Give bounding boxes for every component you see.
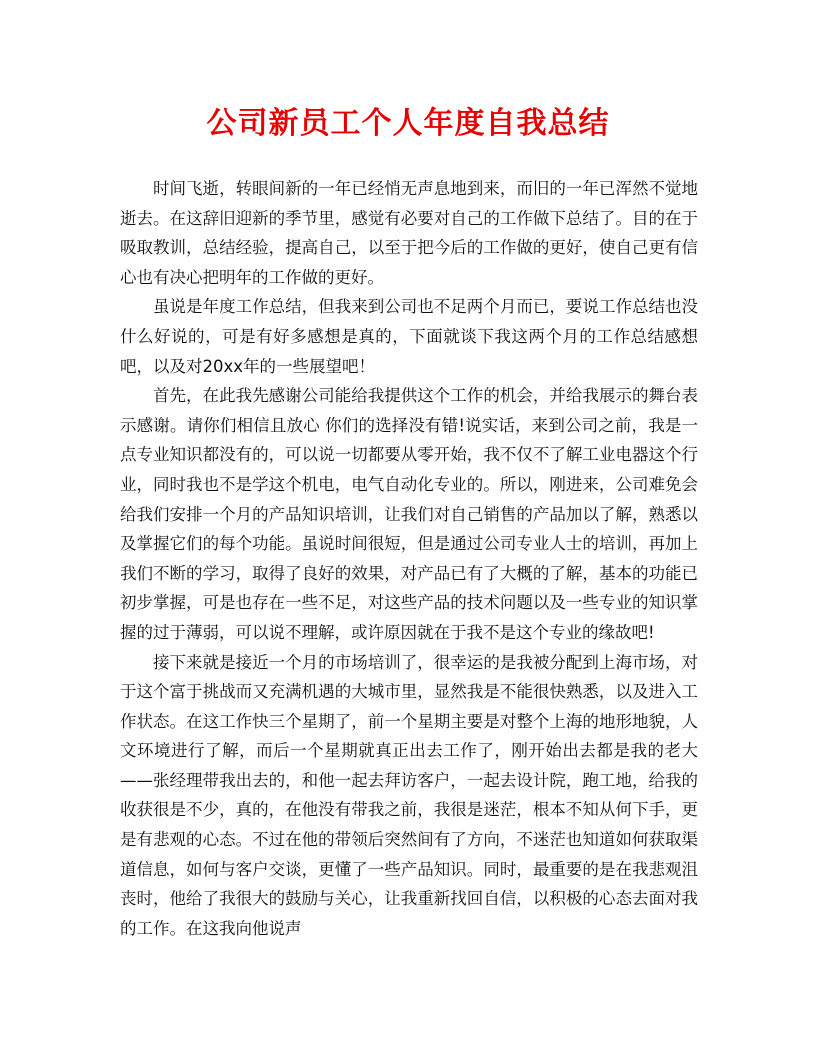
paragraph-4: 接下来就是接近一个月的市场培训了，很幸运的是我被分配到上海市场，对于这个富于挑战而又充满机遇的大城市里，显然我是不能很快熟悉，以及进入工作状态。在这工作快三个星期了，前一个星期主要是对整个上海的地形地貌，人文环境进行了解，而后一个星期就真正出去工作了，刚开始出去都是我的老大——张经理带我出去的，和他一起去拜访客户，一起去设计院，跑工地，给我的收获很是不少，真的，在他没有带我之前，我很是迷茫，根本不知从何下手，更是有悲观的心态。不过在他的带领后突然间有了方向，不迷茫也知道如何获取渠道信息，如何与客户交谈，更懂了一些产品知识。同时，最重要的是在我悲观沮丧时，他给了我很大的鼓励与关心，让我重新找回自信，以积极的心态去面对我的工作。在这我向他说声 <box>120 652 698 938</box>
document-body <box>120 174 698 943</box>
paragraph-2: 虽说是年度工作总结，但我来到公司也不足两个月而已，要说工作总结也没什么好说的，可是有好多感想是真的，下面就谈下我这两个月的工作总结感想吧，以及对20xx年的一些展望吧！ <box>120 297 698 376</box>
document-title: 公司新员工个人年度自我总结 <box>206 106 610 141</box>
paragraph-1: 时间飞逝，转眼间新的一年已经悄无声息地到来，而旧的一年已浑然不觉地逝去。在这辞旧迎新的季节里，感觉有必要对自己的工作做下总结了。目的在于吸取教训，总结经验，提高自己，以至于把今后的工作做的更好，使自己更有信心也有决心把明年的工作做的更好。 <box>120 179 698 287</box>
paragraph-3: 首先，在此我先感谢公司能给我提供这个工作的机会，并给我展示的舞台表示感谢。请你们相信且放心 你们的选择没有错!说实话，来到公司之前，我是一点专业知识都没有的，可以说一切都要从零开始，我不仅不了解工业电器这个行业，同时我也不是学这个机电，电气自动化专业的。所以，刚进来，公司难免会给我们安排一个月的产品知识培训，让我们对自己销售的产品加以了解，熟悉以及掌握它们的每个功能。虽说时间很短，但是通过公司专业人士的培训，再加上我们不断的学习，取得了良好的效果，对产品已有了大概的了解，基本的功能已初步掌握，可是也存在一些不足，对这些产品的技术问题以及一些专业的知识掌握的过于薄弱，可以说不理解，或许原因就在于我不是这个专业的缘故吧! <box>120 386 698 642</box>
